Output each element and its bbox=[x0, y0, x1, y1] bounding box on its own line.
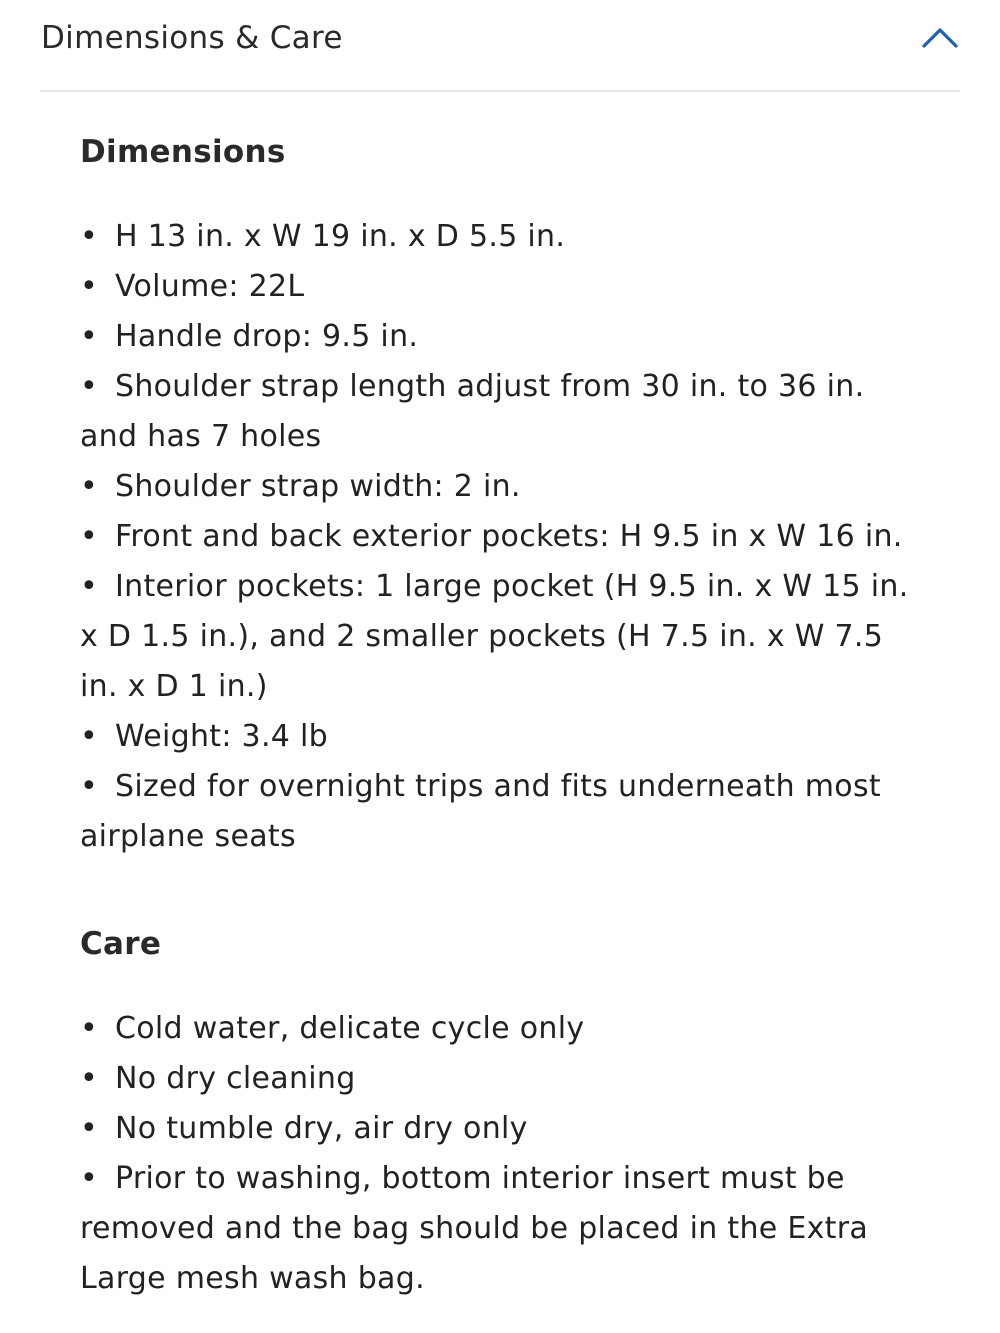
list-item bbox=[80, 262, 920, 312]
list-item-text: Weight: 3.4 lb bbox=[115, 719, 328, 754]
bullet: • bbox=[80, 319, 98, 354]
bullet: • bbox=[80, 569, 98, 604]
section-title-care: Care bbox=[80, 926, 162, 962]
bullet: • bbox=[80, 719, 98, 754]
chevron-up-icon[interactable] bbox=[920, 20, 960, 56]
list-item bbox=[80, 1104, 920, 1154]
bullet: • bbox=[80, 1011, 98, 1046]
section-title-dimensions: Dimensions bbox=[80, 134, 286, 170]
list-item bbox=[80, 712, 920, 762]
bullet: • bbox=[80, 1111, 98, 1146]
list-item-text: Handle drop: 9.5 in. bbox=[115, 319, 419, 354]
accordion-content bbox=[80, 130, 920, 1304]
accordion-header-dimensions-care[interactable] bbox=[40, 0, 960, 92]
list-item-text: No tumble dry, air dry only bbox=[115, 1111, 528, 1146]
list-item bbox=[80, 1054, 920, 1104]
bullet: • bbox=[80, 469, 98, 504]
accordion-title: Dimensions & Care bbox=[41, 20, 343, 56]
list-item bbox=[80, 462, 920, 512]
list-item bbox=[80, 762, 920, 862]
list-item bbox=[80, 1154, 920, 1304]
list-item-text: Cold water, delicate cycle only bbox=[115, 1011, 585, 1046]
list-item-text: No dry cleaning bbox=[115, 1061, 356, 1096]
list-item-text: H 13 in. x W 19 in. x D 5.5 in. bbox=[115, 219, 566, 254]
list-item bbox=[80, 512, 920, 562]
list-item-text: Interior pockets: 1 large pocket (H 9.5 in. x W 15 in. x D 1.5 in.), and 2 smaller pockets (H 7.5 in. x W 7.5 in. x D 1 in.) bbox=[80, 569, 909, 704]
list-item-text: Volume: 22L bbox=[115, 269, 305, 304]
bullet: • bbox=[80, 1161, 98, 1196]
list-item bbox=[80, 362, 920, 462]
list-item-text: Shoulder strap width: 2 in. bbox=[115, 469, 521, 504]
list-item-text: Prior to washing, bottom interior insert must be removed and the bag should be placed in the Extra Large mesh wash bag. bbox=[80, 1161, 869, 1296]
bullet: • bbox=[80, 369, 98, 404]
list-item bbox=[80, 312, 920, 362]
bullet: • bbox=[80, 219, 98, 254]
list-item-text: Shoulder strap length adjust from 30 in. to 36 in. and has 7 holes bbox=[80, 369, 865, 454]
bullet: • bbox=[80, 1061, 98, 1096]
bullet: • bbox=[80, 519, 98, 554]
list-item-text: Front and back exterior pockets: H 9.5 in x W 16 in. bbox=[115, 519, 903, 554]
bullet: • bbox=[80, 769, 98, 804]
care-list bbox=[80, 1004, 920, 1304]
list-item bbox=[80, 212, 920, 262]
list-item bbox=[80, 562, 920, 712]
list-item bbox=[80, 1004, 920, 1054]
list-item-text: Sized for overnight trips and fits underneath most airplane seats bbox=[80, 769, 881, 854]
bullet: • bbox=[80, 269, 98, 304]
dimensions-list bbox=[80, 212, 920, 862]
